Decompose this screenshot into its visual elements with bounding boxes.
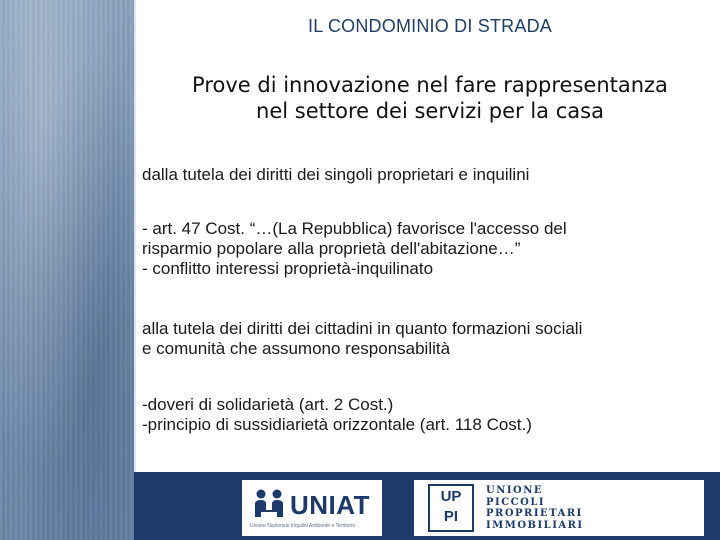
uppi-emblem-top: UP [440,488,462,505]
people-icon [252,488,286,518]
paragraph-line: -doveri di solidarietà (art. 2 Cost.) [142,395,394,414]
uniat-logo-subtext: Unione Nazionale Inquilini Ambiente e Territorio [250,523,355,529]
paragraph-duties-principles [142,395,708,435]
slide-title: IL CONDOMINIO DI STRADA [308,16,552,36]
uppi-name [486,485,584,531]
paragraph-constitution-art47 [142,219,708,279]
uppi-name-line: PROPRIETARI [486,508,583,519]
paragraph-line: risparmio popolare alla proprietà dell'abitazione…” [142,239,521,258]
conjunction-text: e [392,502,404,524]
paragraph-individual-rights [142,165,708,185]
paragraph-line: -principio di sussidiarietà orizzontale (art. 118 Cost.) [142,415,532,434]
paragraph-citizens-rights [142,319,708,359]
uniat-logo-text: UNIAT [290,490,371,520]
uppi-emblem [428,484,474,532]
uppi-emblem-bottom: PI [443,508,459,525]
paragraph-line: - art. 47 Cost. “…(La Repubblica) favorisce l'accesso del [142,219,567,238]
paragraph-line: e comunità che assumono responsabilità [142,339,451,358]
footer-bar [134,472,720,540]
decorative-side-panel [0,0,134,540]
panel-divider [134,0,136,540]
subtitle-line: nel settore dei servizi per la casa [256,99,604,123]
paragraph-line: alla tutela dei diritti dei cittadini in quanto formazioni sociali [142,319,583,338]
uppi-name-line: PICCOLI [486,496,546,508]
uppi-logo [414,480,704,536]
uppi-name-line: UNIONE [486,485,544,496]
slide-subtitle [140,72,720,124]
subtitle-line: Prove di innovazione nel fare rappresentanza [192,73,668,97]
paragraph-line: - conflitto interessi proprietà-inquilinato [142,259,434,278]
uppi-name-line: IMMOBILIARI [486,519,584,531]
paragraph-line: dalla tutela dei diritti dei singoli proprietari e inquilini [142,165,530,184]
uniat-logo [242,480,382,536]
